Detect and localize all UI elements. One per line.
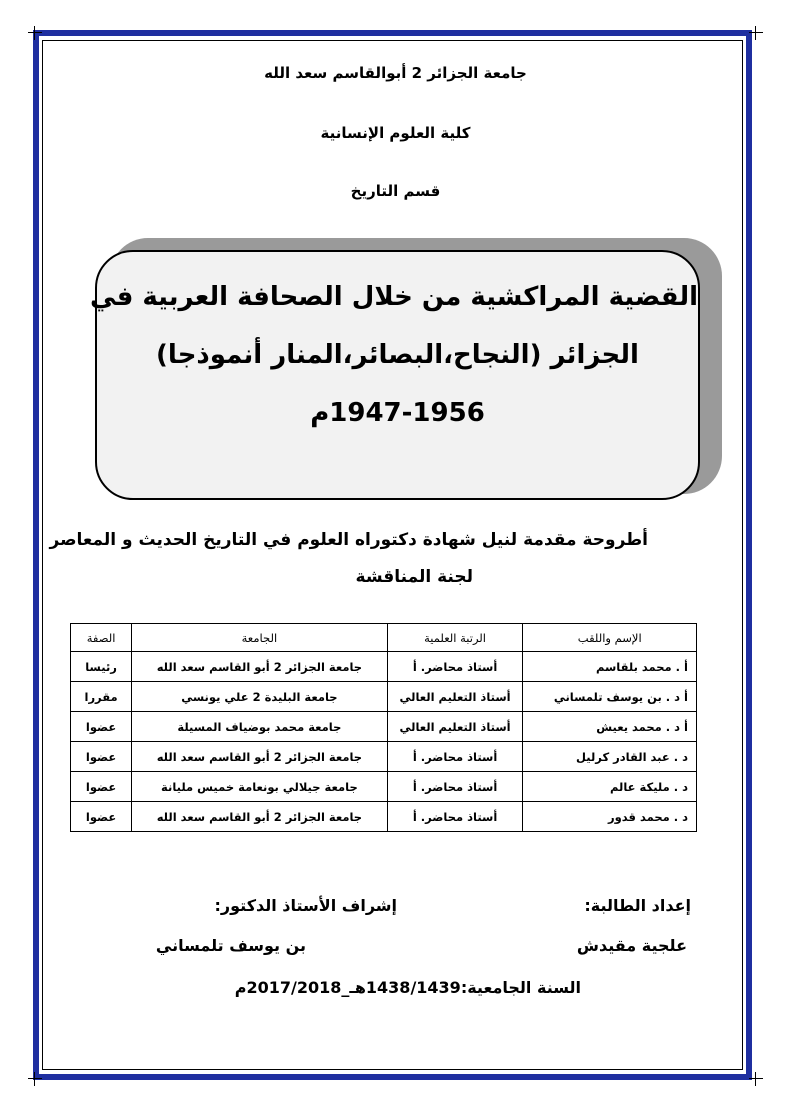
committee-table bbox=[70, 623, 697, 832]
member-role: عضوا bbox=[71, 712, 132, 742]
table-row bbox=[71, 652, 697, 682]
column-header: الصفة bbox=[71, 624, 132, 652]
member-university: جامعة الجزائر 2 أبو القاسم سعد الله bbox=[132, 652, 388, 682]
member-rank: أستاذ محاضر. أ bbox=[387, 772, 523, 802]
column-header: الجامعة bbox=[132, 624, 388, 652]
column-header: الرتبة العلمية bbox=[387, 624, 523, 652]
member-role: مقررا bbox=[71, 682, 132, 712]
member-university: جامعة محمد بوضياف المسيلة bbox=[132, 712, 388, 742]
member-name: د . عبد القادر كرليل bbox=[523, 742, 697, 772]
member-university: جامعة الجزائر 2 أبو القاسم سعد الله bbox=[132, 742, 388, 772]
table-row bbox=[71, 682, 697, 712]
table-row bbox=[71, 772, 697, 802]
table-row bbox=[71, 712, 697, 742]
member-name: د . محمد قدور bbox=[523, 802, 697, 832]
column-header: الإسم واللقب bbox=[523, 624, 697, 652]
corner-mark bbox=[749, 1072, 763, 1086]
corner-mark bbox=[749, 26, 763, 40]
academic-year: السنة الجامعية:1438/1439هـ_2017/2018م bbox=[234, 978, 581, 997]
member-rank: أستاذ محاضر. أ bbox=[387, 802, 523, 832]
table-row bbox=[71, 742, 697, 772]
member-university: جامعة البليدة 2 علي يونسي bbox=[132, 682, 388, 712]
committee-label: لجنة المناقشة bbox=[355, 567, 473, 587]
title-line-1: القضية المراكشية من خلال الصحافة العربية في bbox=[90, 282, 698, 312]
thesis-statement: أطروحة مقدمة لنيل شهادة دكتوراه العلوم في التاريخ الحديث و المعاصر bbox=[49, 530, 648, 550]
member-rank: أستاذ التعليم العالي bbox=[387, 682, 523, 712]
title-line-2: الجزائر (النجاح،البصائر،المنار أنموذجا) bbox=[156, 340, 639, 370]
title-line-3: 1947-1956م bbox=[310, 398, 485, 428]
member-name: أ . محمد بلقاسم bbox=[523, 652, 697, 682]
university-name: جامعة الجزائر 2 أبوالقاسم سعد الله bbox=[264, 64, 527, 82]
title-box bbox=[90, 250, 700, 500]
member-name: أ د . محمد يعيش bbox=[523, 712, 697, 742]
member-name: أ د . بن يوسف تلمساني bbox=[523, 682, 697, 712]
corner-mark bbox=[28, 26, 42, 40]
supervisor-name: بن يوسف تلمساني bbox=[155, 936, 306, 955]
member-rank: أستاذ التعليم العالي bbox=[387, 712, 523, 742]
table-header-row bbox=[71, 624, 697, 652]
member-university: جامعة الجزائر 2 أبو القاسم سعد الله bbox=[132, 802, 388, 832]
corner-mark bbox=[28, 1072, 42, 1086]
supervisor-label: إشراف الأستاذ الدكتور: bbox=[214, 896, 397, 915]
member-rank: أستاذ محاضر. أ bbox=[387, 652, 523, 682]
member-name: د . مليكة عالم bbox=[523, 772, 697, 802]
member-rank: أستاذ محاضر. أ bbox=[387, 742, 523, 772]
faculty-name: كلية العلوم الإنسانية bbox=[320, 124, 471, 142]
member-role: رئيسا bbox=[71, 652, 132, 682]
member-role: عضوا bbox=[71, 742, 132, 772]
student-name: علجية مقيدش bbox=[576, 936, 687, 955]
member-role: عضوا bbox=[71, 772, 132, 802]
prepared-by-label: إعداد الطالبة: bbox=[584, 896, 691, 915]
department-name: قسم التاريخ bbox=[350, 182, 441, 200]
member-university: جامعة جيلالي بونعامة خميس مليانة bbox=[132, 772, 388, 802]
member-role: عضوا bbox=[71, 802, 132, 832]
table-row bbox=[71, 802, 697, 832]
